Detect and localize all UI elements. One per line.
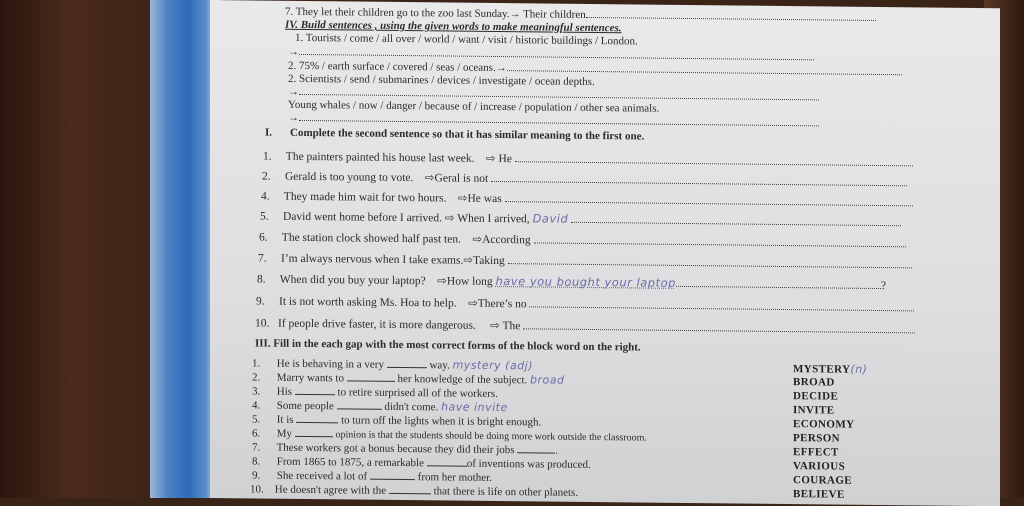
item-number: 2. — [262, 170, 271, 183]
item-sentence: If people drive faster, it is more dangerous. — [278, 317, 476, 332]
keyword-economy: ECONOMY — [793, 418, 855, 431]
item-number: 10. — [255, 317, 270, 330]
keyword-courage: COURAGE — [793, 474, 853, 487]
item-text-after: didn't come. — [384, 400, 439, 414]
item-sentence: They made him wait for two hours. — [283, 190, 447, 205]
item-number: 8. — [252, 455, 261, 468]
item-text-after: opinion is that the students should be doing more work outside the classroom. — [335, 429, 647, 444]
item-number: 7. — [252, 441, 261, 454]
item-text-before: It is — [276, 413, 294, 426]
item-text-after: to retire surprised all of the workers. — [337, 386, 498, 401]
item-number: 3. — [252, 385, 261, 398]
answer-line-3: → — [288, 85, 819, 104]
build-sentence-4: Young whales / now / danger / because of / increase / population / other sea animals. — [288, 98, 660, 115]
item-prompt: ⇨How long — [437, 275, 493, 288]
item-text-before: He doesn't agree with the — [274, 483, 387, 497]
list-item — [261, 189, 913, 210]
item-text-before: His — [276, 385, 293, 398]
item-sentence: The painters painted his house last week. — [285, 150, 475, 165]
item-number: 6. — [259, 231, 268, 244]
keyword-person: PERSON — [793, 432, 841, 445]
item-prompt: ⇨According — [472, 233, 531, 247]
section-1-title: Complete the second sentence so that it has similar meaning to the first one. — [290, 126, 645, 143]
build-sentence-2-text: 2. 75% / earth surface / covered / seas / oceans.→ — [288, 59, 507, 75]
item-text-after: from her mother. — [417, 471, 492, 484]
item-number: 8. — [257, 273, 266, 286]
item-text-after: that there is life on other planets. — [433, 485, 579, 499]
item-prompt: ⇨ When I arrived, — [444, 212, 530, 226]
line-7-text: 7. They let their children go to the zoo last Sunday.→ Their children — [285, 5, 586, 21]
keyword-invite: INVITE — [793, 404, 835, 417]
item-prompt: ⇨ He — [486, 152, 512, 166]
item-prompt: ⇨Geral is not — [424, 172, 489, 185]
list-item — [259, 230, 906, 251]
keyword-effect: EFFECT — [793, 446, 839, 459]
item-text-after: . — [555, 444, 559, 457]
list-item — [255, 315, 915, 336]
item-sentence: The station clock showed half past ten. — [281, 231, 461, 246]
list-item — [257, 271, 886, 292]
table-surface-left — [0, 0, 175, 498]
item-sentence: When did you buy your laptop? — [279, 273, 426, 288]
item-number: 6. — [252, 427, 261, 440]
item-text-before: He is behaving in a very — [276, 357, 384, 371]
item-number: 4. — [252, 399, 261, 412]
item-number: 9. — [252, 469, 261, 482]
item-number: 1. — [252, 357, 261, 370]
section-3-title: III. Fill in the each gap with the most correct forms of the block word on the right. — [255, 337, 641, 354]
item-text-before: These workers got a bonus because they did their jobs — [276, 441, 515, 457]
handwritten-answer: David — [532, 211, 569, 226]
list-item — [263, 149, 913, 170]
section-4-title: IV. Build sentences , using the given words to make meaningful sentences. — [285, 18, 622, 35]
list-item — [252, 384, 498, 400]
item-number: 5. — [252, 413, 261, 426]
keyword-mystery — [793, 362, 867, 376]
item-prompt: ⇨He was — [457, 192, 502, 206]
item-number: 4. — [261, 190, 270, 203]
keyword-various: VARIOUS — [793, 460, 846, 473]
item-prompt: ⇨ The — [490, 319, 521, 333]
question-mark: ? — [880, 280, 887, 293]
handwritten-note: (n) — [850, 362, 868, 376]
answer-line-1: → — [288, 45, 814, 64]
item-text-after: of inventions was produced. — [466, 457, 591, 471]
section-1-number: I. — [265, 126, 273, 139]
handwritten-answer: mystery (adj) — [452, 358, 534, 373]
list-item — [252, 468, 492, 484]
item-text-before: From 1865 to 1875, a remarkable — [276, 455, 424, 470]
item-text-before: Marry wants to — [276, 371, 344, 385]
item-prompt: ⇨There’s no — [468, 297, 527, 311]
handwritten-answer: have invite — [441, 400, 508, 415]
item-prompt: ⇨Taking — [463, 254, 505, 268]
item-text-after: her knowledge of the subject. — [397, 372, 528, 387]
handwritten-answer: have you bought your laptop — [495, 273, 676, 290]
item-sentence: Gerald is too young to vote. — [285, 170, 414, 185]
answer-line-4: → — [288, 111, 819, 130]
keyword-text: MYSTERY — [793, 363, 851, 376]
item-number: 2. — [252, 371, 261, 384]
list-item — [262, 169, 907, 190]
item-number: 7. — [258, 252, 267, 265]
list-item — [252, 398, 508, 414]
list-item — [256, 293, 914, 314]
item-text-before: She received a lot of — [276, 469, 368, 483]
item-number: 9. — [256, 295, 265, 308]
keyword-broad: BROAD — [793, 376, 835, 389]
item-sentence: It is not worth asking Ms. Hoa to help. — [279, 295, 457, 310]
list-item — [260, 209, 901, 230]
item-number: 5. — [260, 210, 269, 223]
item-number: 1. — [263, 150, 272, 163]
handwritten-answer: broad — [530, 373, 565, 387]
build-sentence-1: 1. Tourists / come / all over / world / want / visit / historic buildings / London. — [295, 31, 638, 48]
item-text-before: My — [276, 427, 293, 440]
keyword-decide: DECIDE — [793, 390, 839, 403]
item-text-after: way. — [429, 359, 450, 372]
item-number: 10. — [250, 483, 264, 496]
worksheet-page — [210, 0, 1000, 506]
item-sentence: I’m always nervous when I take exams. — [281, 252, 464, 267]
build-sentence-3: 2. Scientists / send / submarines / devices / investigate / ocean depths. — [288, 72, 595, 89]
item-sentence: David went home before I arrived. — [283, 210, 443, 225]
list-item — [258, 251, 912, 272]
item-text-before: Some people — [276, 399, 334, 413]
item-text-after: to turn off the lights when it is bright enough. — [341, 414, 542, 429]
keyword-believe: BELIEVE — [793, 488, 845, 501]
list-item — [250, 482, 578, 498]
